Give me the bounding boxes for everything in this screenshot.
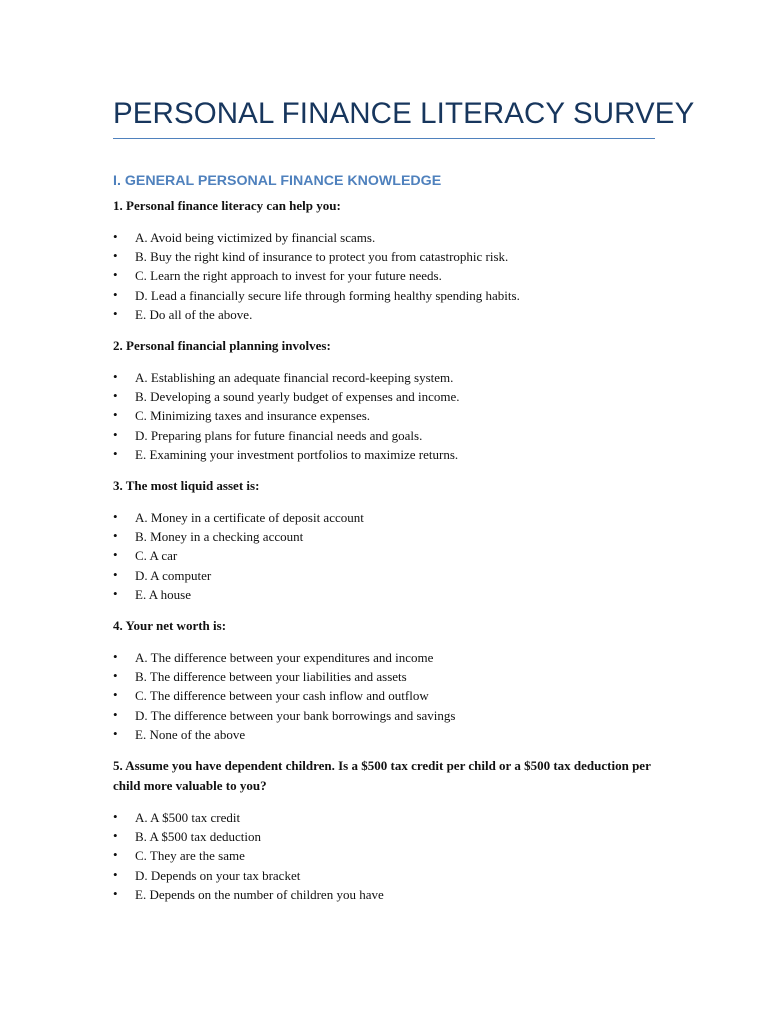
bullet-icon: • — [113, 528, 118, 544]
option-text: B. The difference between your liabilities and assets — [135, 669, 407, 685]
option-text: C. Learn the right approach to invest for your future needs. — [135, 268, 442, 284]
option-text: B. A $500 tax deduction — [135, 829, 262, 845]
document-title: PERSONAL FINANCE LITERACY SURVEY — [113, 97, 695, 130]
option-item — [113, 686, 655, 705]
option-text: D. Preparing plans for future financial needs and goals. — [135, 427, 423, 443]
bullet-icon: • — [113, 407, 118, 423]
option-text: A. A $500 tax credit — [135, 810, 241, 826]
question-1-options — [113, 228, 655, 324]
option-item — [113, 706, 655, 725]
option-text: A. Establishing an adequate financial record-keeping system. — [135, 370, 454, 386]
bullet-icon: • — [113, 809, 118, 825]
option-item — [113, 445, 655, 464]
question-spacer — [113, 744, 655, 756]
option-text: A. Money in a certificate of deposit account — [135, 510, 364, 526]
bullet-icon: • — [113, 828, 118, 844]
question-3-options — [113, 508, 655, 604]
option-item — [113, 387, 655, 406]
option-item — [113, 827, 655, 846]
bullet-icon: • — [113, 866, 118, 882]
bullet-icon: • — [113, 305, 118, 321]
option-item — [113, 266, 655, 285]
option-text: C. They are the same — [135, 848, 245, 864]
bullet-icon: • — [113, 248, 118, 264]
question-4 — [113, 616, 655, 744]
bullet-icon: • — [113, 687, 118, 703]
option-item — [113, 648, 655, 667]
bullet-icon: • — [113, 725, 118, 741]
question-spacer — [113, 604, 655, 616]
option-item — [113, 228, 655, 247]
option-text: C. The difference between your cash inflow and outflow — [135, 688, 429, 704]
option-text: D. Lead a financially secure life through forming healthy spending habits. — [135, 287, 520, 303]
option-item — [113, 305, 655, 324]
option-text: E. A house — [135, 586, 191, 602]
question-1-text: 1. Personal finance literacy can help you: — [113, 198, 341, 213]
option-text: D. A computer — [135, 567, 212, 583]
option-text: E. None of the above — [135, 726, 246, 742]
option-item — [113, 566, 655, 585]
option-text: E. Examining your investment portfolios to maximize returns. — [135, 446, 459, 462]
bullet-icon: • — [113, 426, 118, 442]
bullet-icon: • — [113, 286, 118, 302]
bullet-icon: • — [113, 267, 118, 283]
option-text: E. Do all of the above. — [135, 306, 253, 322]
option-item — [113, 247, 655, 266]
bullet-icon: • — [113, 369, 118, 385]
bullet-icon: • — [113, 706, 118, 722]
bullet-icon: • — [113, 668, 118, 684]
option-item — [113, 667, 655, 686]
option-item — [113, 527, 655, 546]
option-text: B. Developing a sound yearly budget of expenses and income. — [135, 389, 460, 405]
option-item — [113, 426, 655, 445]
question-5-options — [113, 808, 655, 904]
option-text: C. A car — [135, 548, 178, 564]
option-text: B. Buy the right kind of insurance to protect you from catastrophic risk. — [135, 249, 509, 265]
bullet-icon: • — [113, 585, 118, 601]
question-4-text: 4. Your net worth is: — [113, 618, 227, 634]
bullet-icon: • — [113, 388, 118, 404]
option-text: A. The difference between your expenditures and income — [135, 650, 434, 666]
option-text: E. Depends on the number of children you have — [135, 886, 384, 902]
question-4-options — [113, 648, 655, 744]
option-item — [113, 368, 655, 387]
question-3 — [113, 476, 655, 604]
title-underline-rule — [113, 138, 655, 139]
question-2-options — [113, 368, 655, 464]
option-item — [113, 846, 655, 865]
bullet-icon: • — [113, 566, 118, 582]
section-heading: I. GENERAL PERSONAL FINANCE KNOWLEDGE — [113, 173, 442, 189]
option-item — [113, 725, 655, 744]
question-3-text: 3. The most liquid asset is: — [113, 478, 260, 494]
bullet-icon: • — [113, 445, 118, 461]
question-2-text: 2. Personal financial planning involves: — [113, 338, 331, 354]
option-text: D. The difference between your bank borrowings and savings — [135, 707, 456, 723]
question-5-text: 5. Assume you have dependent children. Is a $500 tax credit per child or a $500 tax deduction per child more valuable to you? — [113, 758, 651, 794]
question-spacer — [113, 464, 655, 476]
option-item — [113, 406, 655, 425]
question-spacer — [113, 324, 655, 336]
option-text: B. Money in a checking account — [135, 529, 304, 545]
bullet-icon: • — [113, 885, 118, 901]
option-item — [113, 585, 655, 604]
bullet-icon: • — [113, 847, 118, 863]
option-item — [113, 885, 655, 904]
question-list — [113, 196, 655, 904]
option-item — [113, 866, 655, 885]
option-item — [113, 808, 655, 827]
question-5 — [113, 756, 655, 904]
option-item — [113, 546, 655, 565]
option-text: C. Minimizing taxes and insurance expenses. — [135, 408, 371, 424]
option-item — [113, 286, 655, 305]
option-item — [113, 508, 655, 527]
option-text: A. Avoid being victimized by financial scams. — [135, 230, 376, 245]
bullet-icon: • — [113, 547, 118, 563]
bullet-icon: • — [113, 229, 118, 244]
question-2 — [113, 336, 655, 464]
question-1 — [113, 196, 655, 324]
option-text: D. Depends on your tax bracket — [135, 867, 301, 883]
bullet-icon: • — [113, 509, 118, 525]
bullet-icon: • — [113, 649, 118, 665]
